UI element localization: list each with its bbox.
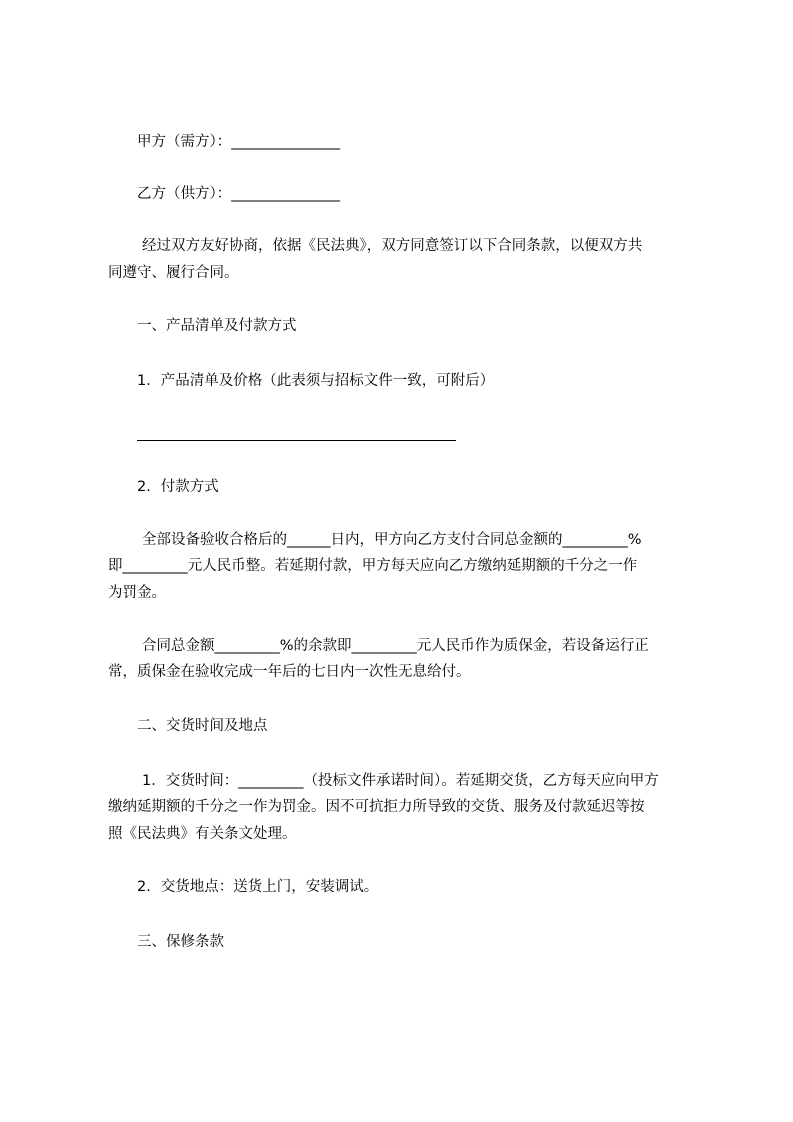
blank-fill-line	[137, 440, 456, 441]
party-b-line: 乙方（供方）：_______________	[137, 186, 340, 202]
delivery-place-line: 2．交货地点：送货上门，安装调试。	[137, 879, 379, 895]
payment-para-line-1: 全部设备验收合格后的______日内，甲方向乙方支付合同总金额的_________%	[142, 532, 642, 548]
intro-line-1: 经过双方友好协商，依据《民法典》，双方同意签订以下合同条款，以便双方共	[142, 238, 643, 254]
section-2-heading: 二、交货时间及地点	[137, 718, 268, 734]
delivery-time-line-3: 照《民法典》有关条文处理。	[108, 826, 297, 842]
payment-para-line-3: 为罚金。	[108, 585, 166, 601]
intro-line-2: 同遵守、履行合同。	[108, 265, 239, 281]
section-1-heading: 一、产品清单及付款方式	[137, 318, 297, 334]
delivery-time-line-2: 缴纳延期额的千分之一作为罚金。因不可抗拒力所导致的交货、服务及付款延迟等按	[108, 799, 645, 815]
retention-para-line-2: 常，质保金在验收完成一年后的七日内一次性无息给付。	[108, 664, 471, 680]
section-1-item-2: 2．付款方式	[137, 479, 219, 495]
section-1-item-1: 1．产品清单及价格（此表须与招标文件一致，可附后）	[137, 373, 495, 389]
payment-para-line-2: 即_________元人民币整。若延期付款，甲方每天应向乙方缴纳延期额的千分之一作	[108, 558, 638, 574]
delivery-time-line-1: 1．交货时间：_________（投标文件承诺时间）。若延期交货，乙方每天应向甲方	[142, 773, 659, 789]
party-a-line: 甲方（需方）：_______________	[137, 134, 340, 150]
section-3-heading: 三、保修条款	[137, 934, 224, 950]
retention-para-line-1: 合同总金额_________%的余款即_________元人民币作为质保金，若设备运行正	[142, 638, 649, 654]
